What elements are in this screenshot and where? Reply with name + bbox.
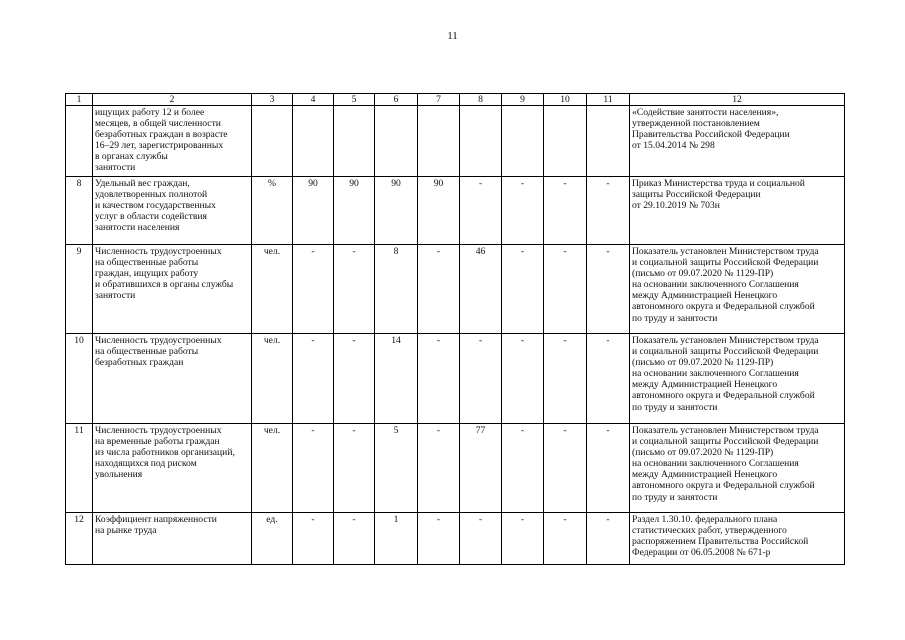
indicator-name: Численность трудоустроенных на общественные работы граждан, ищущих работу и обратившихся в органы службы занятости — [93, 245, 252, 334]
value-cell: - — [460, 177, 502, 245]
indicator-name: Удельный вес граждан, удовлетворенных полнотой и качеством государственных услуг в области содействия занятости населения — [93, 177, 252, 245]
table-row — [66, 334, 845, 424]
value-cell: - — [293, 245, 334, 334]
value-cell: 90 — [418, 177, 460, 245]
table-row — [66, 513, 845, 565]
unit-cell: чел. — [252, 245, 293, 334]
value-cell: 46 — [460, 245, 502, 334]
unit-cell: чел. — [252, 424, 293, 513]
value-cell: - — [418, 245, 460, 334]
column-header: 6 — [375, 94, 418, 106]
page-number: 11 — [447, 30, 458, 42]
basis-cell: Показатель установлен Министерством труда и социальной защиты Российской Федерации (письмо от 09.07.2020 № 1129-ПР) на основании заключенного Соглашения между Администрацией Ненецкого автономного округа и Федеральной службой по труду и занятости — [630, 424, 845, 513]
unit-cell: % — [252, 177, 293, 245]
indicator-name: Численность трудоустроенных на временные работы граждан из числа работников организаций, находящихся под риском увольнения — [93, 424, 252, 513]
indicator-name: Коэффициент напряженности на рынке труда — [93, 513, 252, 565]
column-header: 7 — [418, 94, 460, 106]
value-cell — [544, 106, 587, 177]
value-cell: 5 — [375, 424, 418, 513]
indicator-name: Численность трудоустроенных на общественные работы безработных граждан — [93, 334, 252, 424]
column-header: 9 — [502, 94, 544, 106]
value-cell: - — [460, 513, 502, 565]
value-cell: - — [418, 513, 460, 565]
column-header: 8 — [460, 94, 502, 106]
value-cell: - — [544, 245, 587, 334]
value-cell: - — [418, 334, 460, 424]
value-cell: - — [460, 334, 502, 424]
value-cell: - — [587, 177, 630, 245]
basis-cell: Показатель установлен Министерством труда и социальной защиты Российской Федерации (письмо от 09.07.2020 № 1129-ПР) на основании заключенного Соглашения между Администрацией Ненецкого автономного округа и Федеральной службой по труду и занятости — [630, 245, 845, 334]
basis-cell: Приказ Министерства труда и социальной защиты Российской Федерации от 29.10.2019 № 703н — [630, 177, 845, 245]
value-cell — [587, 106, 630, 177]
value-cell: 90 — [375, 177, 418, 245]
value-cell: 77 — [460, 424, 502, 513]
row-number: 10 — [66, 334, 93, 424]
value-cell: - — [502, 424, 544, 513]
value-cell: - — [587, 245, 630, 334]
unit-cell: чел. — [252, 334, 293, 424]
value-cell: - — [587, 424, 630, 513]
value-cell: - — [587, 513, 630, 565]
unit-cell — [252, 106, 293, 177]
value-cell: - — [587, 334, 630, 424]
value-cell: - — [334, 424, 375, 513]
value-cell: - — [544, 424, 587, 513]
value-cell: 90 — [293, 177, 334, 245]
basis-cell: Раздел 1.30.10. федерального плана статистических работ, утвержденного распоряжением Правительства Российской Федерации от 06.05.2008 № 671-р — [630, 513, 845, 565]
table-header-row — [66, 94, 845, 106]
value-cell: - — [544, 513, 587, 565]
value-cell — [293, 106, 334, 177]
basis-cell: «Содействие занятости населения», утвержденной постановлением Правительства Российской Федерации от 15.04.2014 № 298 — [630, 106, 845, 177]
column-header: 3 — [252, 94, 293, 106]
table-row — [66, 424, 845, 513]
indicators-table — [65, 93, 845, 565]
basis-cell: Показатель установлен Министерством труда и социальной защиты Российской Федерации (письмо от 09.07.2020 № 1129-ПР) на основании заключенного Соглашения между Администрацией Ненецкого автономного округа и Федеральной службой по труду и занятости — [630, 334, 845, 424]
value-cell — [502, 106, 544, 177]
value-cell: 8 — [375, 245, 418, 334]
value-cell: 14 — [375, 334, 418, 424]
column-header: 5 — [334, 94, 375, 106]
value-cell — [418, 106, 460, 177]
column-header: 12 — [630, 94, 845, 106]
value-cell: - — [334, 245, 375, 334]
column-header: 10 — [544, 94, 587, 106]
value-cell — [375, 106, 418, 177]
value-cell: - — [334, 513, 375, 565]
value-cell: - — [418, 424, 460, 513]
row-number: 12 — [66, 513, 93, 565]
value-cell — [334, 106, 375, 177]
value-cell: - — [293, 513, 334, 565]
row-number: 11 — [66, 424, 93, 513]
table-row — [66, 177, 845, 245]
value-cell: - — [502, 245, 544, 334]
value-cell: - — [293, 424, 334, 513]
column-header: 2 — [93, 94, 252, 106]
column-header: 11 — [587, 94, 630, 106]
value-cell: 90 — [334, 177, 375, 245]
value-cell: - — [544, 177, 587, 245]
value-cell: - — [502, 513, 544, 565]
value-cell: - — [502, 334, 544, 424]
value-cell — [460, 106, 502, 177]
column-header: 4 — [293, 94, 334, 106]
row-number: 9 — [66, 245, 93, 334]
row-number: 8 — [66, 177, 93, 245]
value-cell: - — [502, 177, 544, 245]
indicator-name: ищущих работу 12 и более месяцев, в общей численности безработных граждан в возрасте 16–29 лет, зарегистрированных в органах службы занятости — [93, 106, 252, 177]
value-cell: 1 — [375, 513, 418, 565]
table-row — [66, 245, 845, 334]
table-row — [66, 106, 845, 177]
row-number — [66, 106, 93, 177]
value-cell: - — [544, 334, 587, 424]
value-cell: - — [293, 334, 334, 424]
unit-cell: ед. — [252, 513, 293, 565]
value-cell: - — [334, 334, 375, 424]
column-header: 1 — [66, 94, 93, 106]
